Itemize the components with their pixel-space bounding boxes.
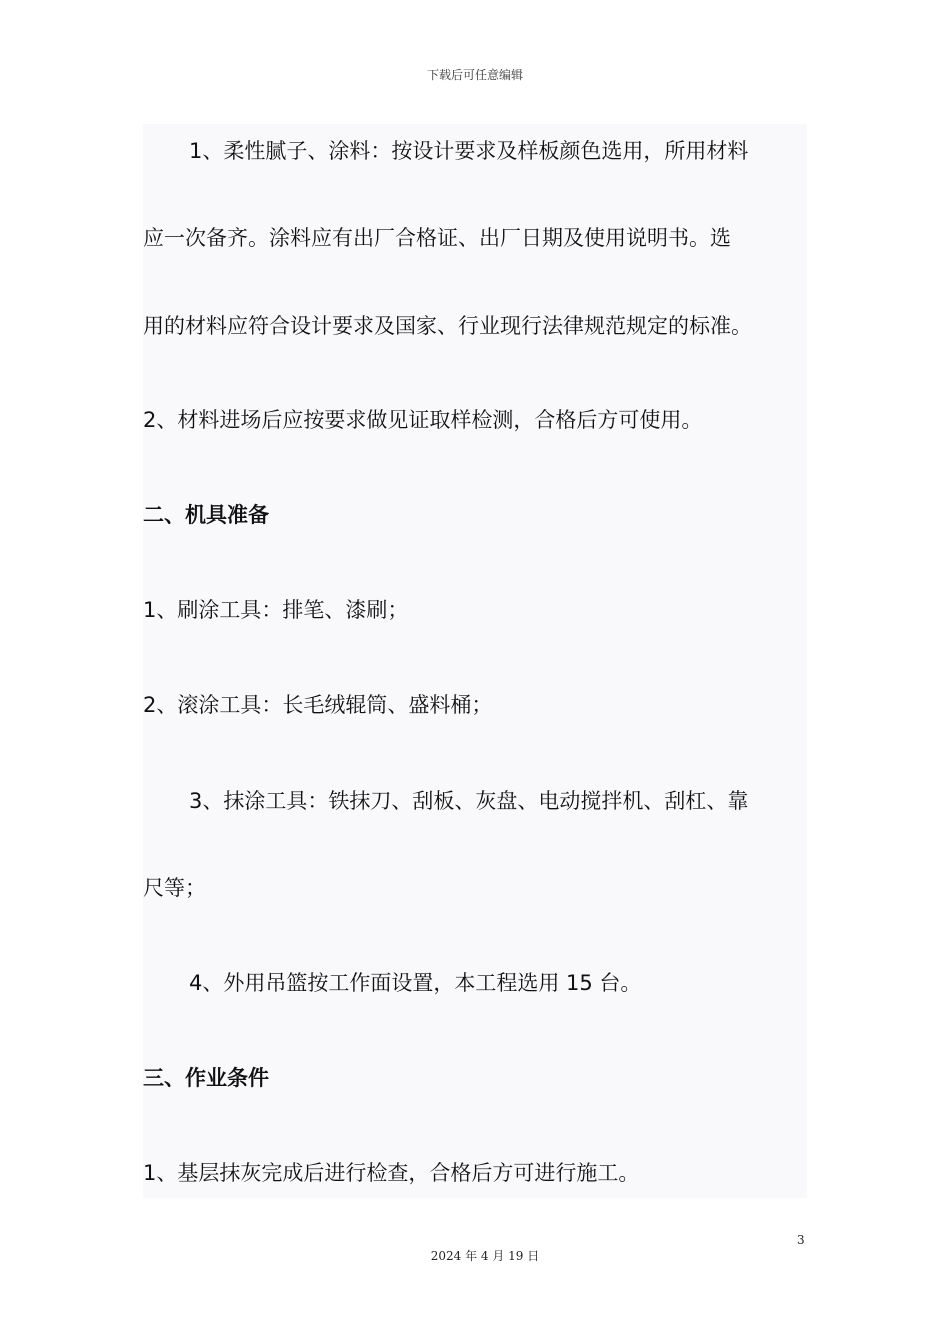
document-body [143,124,807,1198]
footer-date: 2024 年 4 月 19 日 [430,1249,540,1263]
paragraph-materials-line-2: 应一次备齐。涂料应有出厂合格证、出厂日期及使用说明书。选 [143,226,731,250]
section-heading-equipment: 二、机具准备 [143,503,269,527]
list-item-base-layer-check: 1、基层抹灰完成后进行检查，合格后方可进行施工。 [143,1161,640,1185]
paragraph-materials-line-3: 用的材料应符合设计要求及国家、行业现行法律规范规定的标准。 [143,314,752,338]
list-item-brush-tools: 1、刷涂工具：排笔、漆刷； [143,598,409,622]
list-item-roller-tools: 2、滚涂工具：长毛绒辊筒、盛料桶； [143,693,493,717]
section-heading-conditions: 三、作业条件 [143,1066,269,1090]
page-number: 3 [797,1233,805,1247]
paragraph-materials-line-1: 1、柔性腻子、涂料：按设计要求及样板颜色选用，所用材料 [189,139,749,163]
page-header: 下载后可任意编辑 [426,68,523,82]
list-item-trowel-tools-line-1: 3、抹涂工具：铁抹刀、刮板、灰盘、电动搅拌机、刮杠、靠 [189,789,749,813]
list-item-trowel-tools-line-2: 尺等； [143,876,206,900]
paragraph-inspection: 2、材料进场后应按要求做见证取样检测，合格后方可使用。 [143,408,703,432]
list-item-gondola: 4、外用吊篮按工作面设置，本工程选用 15 台。 [189,971,642,995]
